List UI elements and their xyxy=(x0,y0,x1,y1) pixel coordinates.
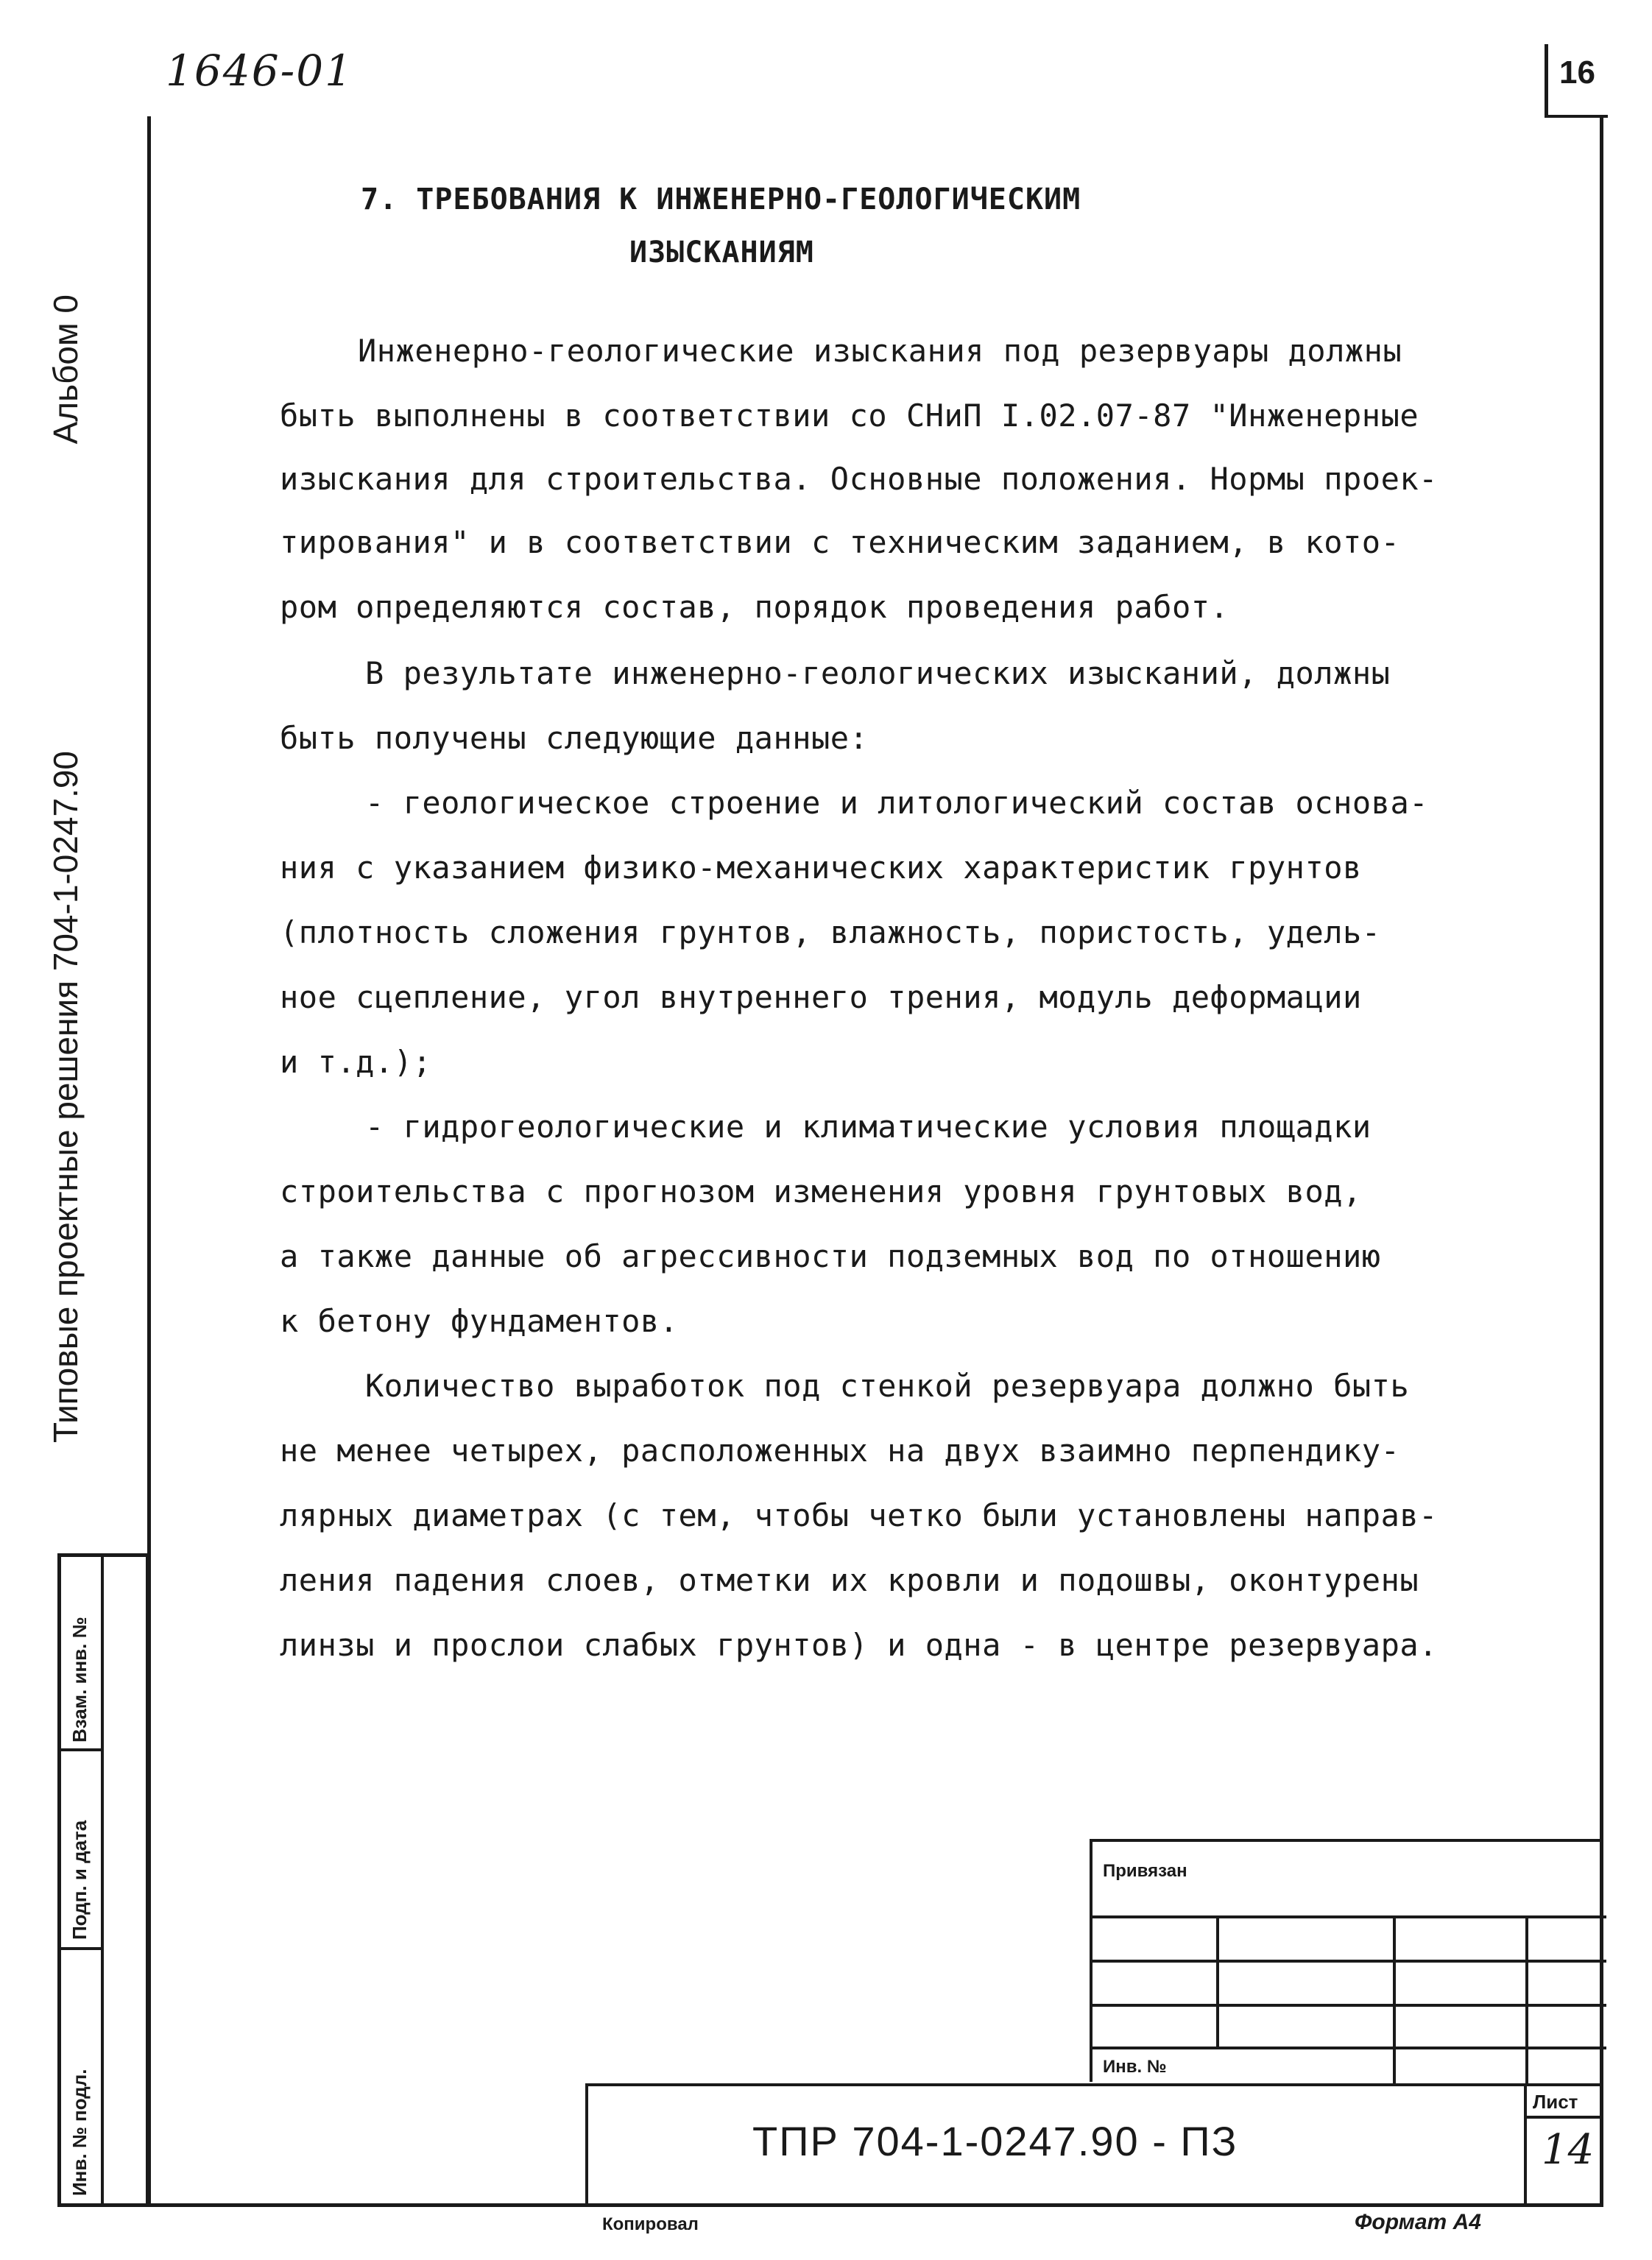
body-line: лярных диаметрах (с тем, чтобы четко были установлены направ- xyxy=(280,1497,1438,1533)
document-code: 1646-01 xyxy=(166,46,354,96)
podp-data-label: Подп. и дата xyxy=(68,1820,91,1940)
stamp-line xyxy=(1393,1915,1396,2085)
stamp-line xyxy=(1092,1960,1606,1963)
section-title-line2: ИЗЫСКАНИЯМ xyxy=(629,236,814,269)
body-line: изыскания для строительства. Основные положения. Нормы проек- xyxy=(280,461,1438,497)
body-line: ления падения слоев, отметки их кровли и подошвы, оконтурены xyxy=(280,1562,1419,1598)
stamp-line xyxy=(1092,1915,1606,1918)
body-line: ния с указанием физико-механических характеристик грунтов xyxy=(280,850,1362,886)
body-line: а также данные об агрессивности подземных вод по отношению xyxy=(280,1238,1381,1274)
body-line: строительства с прогнозом изменения уровня грунтовых вод, xyxy=(280,1173,1362,1210)
inv-podl-label: Инв. № подл. xyxy=(68,2069,91,2196)
body-line: к бетону фундаментов. xyxy=(280,1303,679,1339)
side-caption-album: Альбом 0 xyxy=(46,294,85,445)
body-line: Количество выработок под стенкой резервуара должно быть xyxy=(365,1368,1410,1404)
sheet-label: Лист xyxy=(1533,2091,1578,2113)
body-line: ное сцепление, угол внутреннего трения, модуль деформации xyxy=(280,979,1362,1015)
side-caption xyxy=(46,294,85,1443)
body-line: быть получены следующие данные: xyxy=(280,720,869,756)
section-title: 7. ТРЕБОВАНИЯ К ИНЖЕНЕРНО-ГЕОЛОГИЧЕСКИМ xyxy=(361,183,1081,216)
body-line: быть выполнены в соответствии со СНиП I.02.07-87 "Инженерные xyxy=(280,398,1419,434)
body-line: Инженерно-геологические изыскания под резервуары должны xyxy=(358,333,1402,369)
binding-stamp xyxy=(1090,1839,1603,2082)
page-number: 16 xyxy=(1559,54,1595,91)
body-line: (плотность сложения грунтов, влажность, пористость, удель- xyxy=(280,914,1381,950)
vzam-inv-label: Взам. инв. № xyxy=(68,1617,91,1742)
left-stamp-line xyxy=(61,1748,104,1751)
sheet-number: 14 xyxy=(1542,2126,1595,2174)
document-title: ТПР 704-1-0247.90 - ПЗ xyxy=(752,2118,1238,2164)
left-stamp-line xyxy=(61,1947,104,1950)
body-line: - гидрогеологические и климатические условия площадки xyxy=(365,1109,1372,1145)
side-caption-series: Типовые проектные решения 704-1-0247.90 xyxy=(46,750,85,1443)
body-line: - геологическое строение и литологический состав основа- xyxy=(365,785,1429,821)
inv-no-label: Инв. № xyxy=(1103,2057,1167,2077)
body-line: и т.д.); xyxy=(280,1044,432,1080)
body-line: В результате инженерно-геологических изысканий, должны xyxy=(365,655,1391,691)
stamp-line xyxy=(1092,2004,1606,2007)
body-line: ром определяются состав, порядок проведения работ. xyxy=(280,589,1229,625)
body-line: не менее четырех, расположенных на двух взаимно перпендику- xyxy=(280,1433,1400,1469)
copied-label: Копировал xyxy=(602,2214,699,2234)
format-label: Формат А4 xyxy=(1355,2210,1481,2234)
page-number-rule xyxy=(1545,44,1548,118)
sheet-box-line xyxy=(1524,2116,1603,2119)
stamp-line xyxy=(1216,1915,1219,2048)
left-stamp-divider xyxy=(101,1557,104,2203)
privyazan-label: Привязан xyxy=(1103,1861,1187,1881)
left-stamp xyxy=(57,1553,149,2207)
stamp-line xyxy=(1092,2047,1606,2049)
stamp-line xyxy=(1525,1915,1528,2085)
body-line: линзы и прослои слабых грунтов) и одна - в центре резервуара. xyxy=(280,1627,1438,1663)
body-line: тирования" и в соответствии с техническим заданием, в кото- xyxy=(280,524,1400,560)
